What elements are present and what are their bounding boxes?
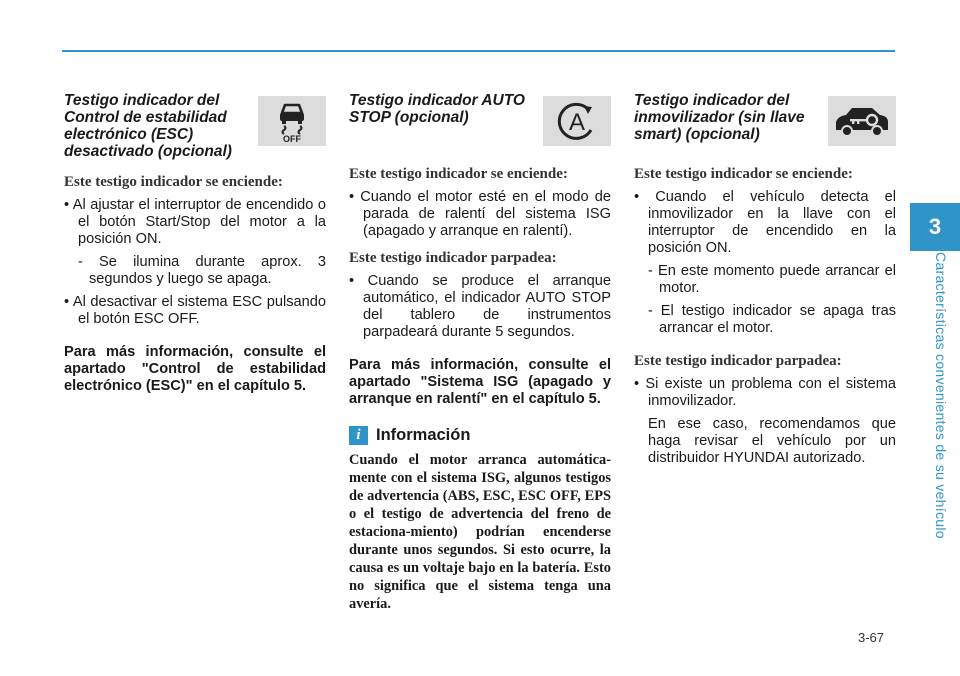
section-title: Testigo indicador del Control de estabilidad electrónico (ESC) desactivado (opcional)	[64, 92, 232, 160]
section-title: Testigo indicador AUTO STOP (opcional)	[349, 92, 525, 126]
subheading: Este testigo indicador se enciende:	[634, 166, 853, 182]
auto-stop-icon	[543, 96, 611, 146]
paragraph: En ese caso, recomendamos que haga revisar el vehículo por un distribuidor HYUNDAI autorizado.	[648, 416, 896, 466]
subheading: Este testigo indicador se enciende:	[349, 166, 568, 182]
dash-item: - El testigo indicador se apaga tras arrancar el motor.	[648, 303, 896, 336]
bullet-item: • Al ajustar el interruptor de encendido o el botón Start/Stop del motor a la posición ON.	[64, 197, 326, 247]
bullet-item: • Al desactivar el sistema ESC pulsando el botón ESC OFF.	[64, 294, 326, 327]
chapter-tab: 3	[910, 203, 960, 251]
info-icon: i	[349, 426, 368, 445]
bullet-item: • Cuando se produce el arranque automático, el indicador AUTO STOP del tablero de instrumentos parpadeará durante 5 segundos.	[349, 273, 611, 340]
top-rule	[62, 50, 895, 52]
esc-off-label: OFF	[283, 134, 301, 143]
more-info-note: Para más información, consulte el apartado "Sistema ISG (apagado y arranque en ralentí" en el capítulo 5.	[349, 357, 611, 407]
bullet-item: • Cuando el vehículo detecta el inmovilizador en la llave con el interruptor de encendido en la posición ON.	[634, 189, 896, 256]
section-header	[634, 92, 896, 156]
bullet-item: • Si existe un problema con el sistema inmovilizador.	[634, 376, 896, 409]
chapter-side-title: Características convenientes de su vehículo	[933, 252, 949, 539]
subheading: Este testigo indicador se enciende:	[64, 174, 283, 190]
info-title: Información	[376, 426, 471, 444]
subheading: Este testigo indicador parpadea:	[634, 353, 842, 369]
section-title: Testigo indicador del inmovilizador (sin llave smart) (opcional)	[634, 92, 805, 143]
more-info-note: Para más información, consulte el apartado "Control de estabilidad electrónico (ESC)" en el capítulo 5.	[64, 344, 326, 394]
esc-off-icon	[258, 96, 326, 146]
dash-item: - Se ilumina durante aprox. 3 segundos y luego se apaga.	[78, 254, 326, 287]
column-esc-off	[64, 92, 326, 395]
subheading: Este testigo indicador parpadea:	[349, 250, 557, 266]
info-header	[349, 426, 611, 445]
section-header	[64, 92, 326, 164]
auto-stop-letter: A	[568, 109, 586, 136]
column-immobilizer	[634, 92, 896, 473]
column-auto-stop	[349, 92, 611, 613]
info-body: Cuando el motor arranca automática-mente con el sistema ISG, algunos testigos de advertencia (ABS, ESC, ESC OFF, EPS o el testigo de advertencia del freno de estaciona-miento) podrían encenderse durante unos segundos. Si esto ocurre, la causa es un voltaje bajo en la batería. Esto no significa que el sistema tenga una avería.	[349, 452, 611, 612]
immobilizer-icon	[828, 96, 896, 146]
section-header	[349, 92, 611, 156]
dash-item: - En este momento puede arrancar el motor.	[648, 263, 896, 296]
bullet-item: • Cuando el motor esté en el modo de parada de ralentí del sistema ISG (apagado y arranque en ralentí).	[349, 189, 611, 239]
page-number: 3-67	[858, 630, 885, 645]
